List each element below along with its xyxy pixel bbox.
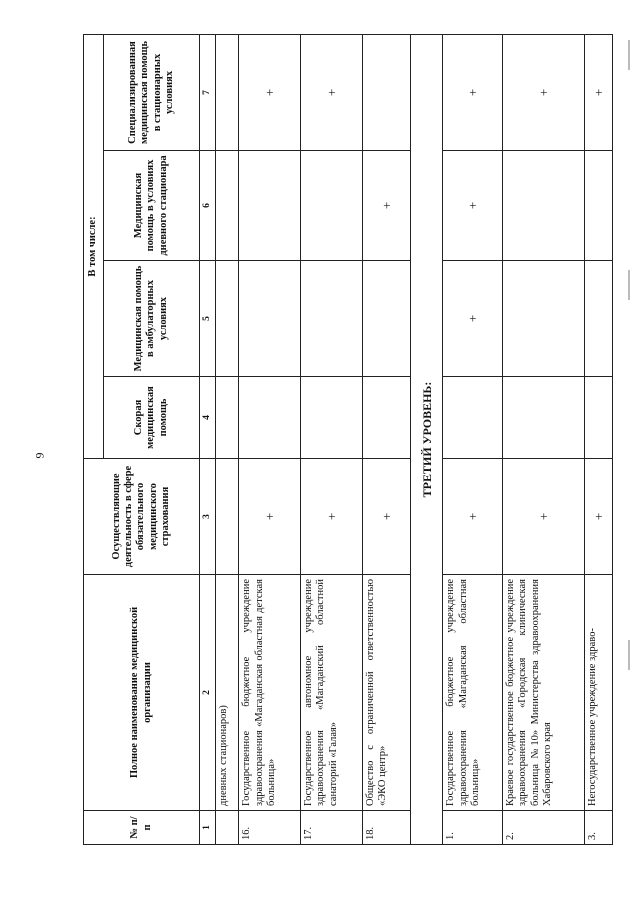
specialized-mark [363, 34, 411, 150]
organization-name: Краевое государственное бюджетное учреждение здравоохранения «Городская клиническая больница №10» Министерства здравоохранения Хабаровского края [502, 575, 585, 811]
table-row [502, 34, 585, 844]
table-row [585, 34, 613, 844]
header-emergency: Скорая медицинская помощь [104, 377, 200, 459]
column-number: 2 [200, 575, 216, 811]
oms-mark: + [443, 459, 503, 575]
header-num: № п/п [84, 811, 200, 845]
column-number: 1 [200, 811, 216, 845]
ambulatory-mark [239, 261, 301, 377]
oms-mark: + [239, 459, 301, 575]
ambulatory-mark [363, 261, 411, 377]
organization-name: Государственное бюджетное учреждение здравоохранения «Магаданская областная больница» [443, 575, 503, 811]
scan-edge-mark [628, 40, 630, 70]
row-number: 3. [585, 811, 613, 845]
header-ambulatory: Медицинская помощь в амбулаторных условиях [104, 261, 200, 377]
emergency-mark [239, 377, 301, 459]
column-number: 7 [200, 34, 216, 150]
emergency-mark [301, 377, 363, 459]
day-hospital-mark [301, 151, 363, 261]
column-number: 3 [200, 459, 216, 575]
day-hospital-mark: + [363, 151, 411, 261]
ambulatory-mark [301, 261, 363, 377]
page-number: 9 [32, 452, 47, 459]
specialized-mark: + [585, 34, 613, 150]
medical-organizations-table [83, 34, 613, 845]
row-number: 17. [301, 811, 363, 845]
column-number: 4 [200, 377, 216, 459]
table-row [216, 34, 239, 844]
rotated-table-wrapper [83, 35, 613, 845]
emergency-mark [443, 377, 503, 459]
header-oms: Осуществляющие деятельность в сфере обязательного медицинского страхования [84, 459, 200, 575]
day-hospital-mark [502, 151, 585, 261]
day-hospital-mark [585, 151, 613, 261]
column-number: 5 [200, 261, 216, 377]
table-row [239, 34, 301, 844]
day-hospital-mark: + [443, 151, 503, 261]
table-row [301, 34, 363, 844]
oms-mark: + [585, 459, 613, 575]
level-heading: ТРЕТИЙ УРОВЕНЬ: [411, 34, 443, 844]
specialized-mark: + [502, 34, 585, 150]
continuation-text: дневных стационаров) [216, 575, 239, 811]
header-name: Полное наименование медицинской организации [84, 575, 200, 811]
row-number: 18. [363, 811, 411, 845]
table-row [363, 34, 411, 844]
emergency-mark [363, 377, 411, 459]
row-number: 2. [502, 811, 585, 845]
emergency-mark [502, 377, 585, 459]
organization-name: Общество с ограниченной ответственностью «ЭКО центр» [363, 575, 411, 811]
column-number: 6 [200, 151, 216, 261]
oms-mark: + [502, 459, 585, 575]
row-number: 1. [443, 811, 503, 845]
specialized-mark: + [301, 34, 363, 150]
scan-edge-mark [628, 640, 630, 670]
organization-name: Государственное автономное учреждение здравоохранения «Магаданский областной санаторий «Галая» [301, 575, 363, 811]
specialized-mark: + [443, 34, 503, 150]
ambulatory-mark [585, 261, 613, 377]
day-hospital-mark [239, 151, 301, 261]
table-row [443, 34, 503, 844]
scan-edge-mark [628, 270, 630, 300]
organization-name: Государственное бюджетное учреждение здравоохранения «Магаданская областная детская больница» [239, 575, 301, 811]
header-including: В том числе: [84, 34, 104, 458]
row-number: 16. [239, 811, 301, 845]
oms-mark: + [301, 459, 363, 575]
ambulatory-mark: + [443, 261, 503, 377]
organization-name: Негосударственное учреждение здраво- [585, 575, 613, 811]
ambulatory-mark [502, 261, 585, 377]
oms-mark: + [363, 459, 411, 575]
specialized-mark: + [239, 34, 301, 150]
emergency-mark [585, 377, 613, 459]
header-day-hospital: Медицинская помощь в условиях дневного стационара [104, 151, 200, 261]
header-specialized: Специализированная медицинская помощь в стационарных условиях [104, 34, 200, 150]
